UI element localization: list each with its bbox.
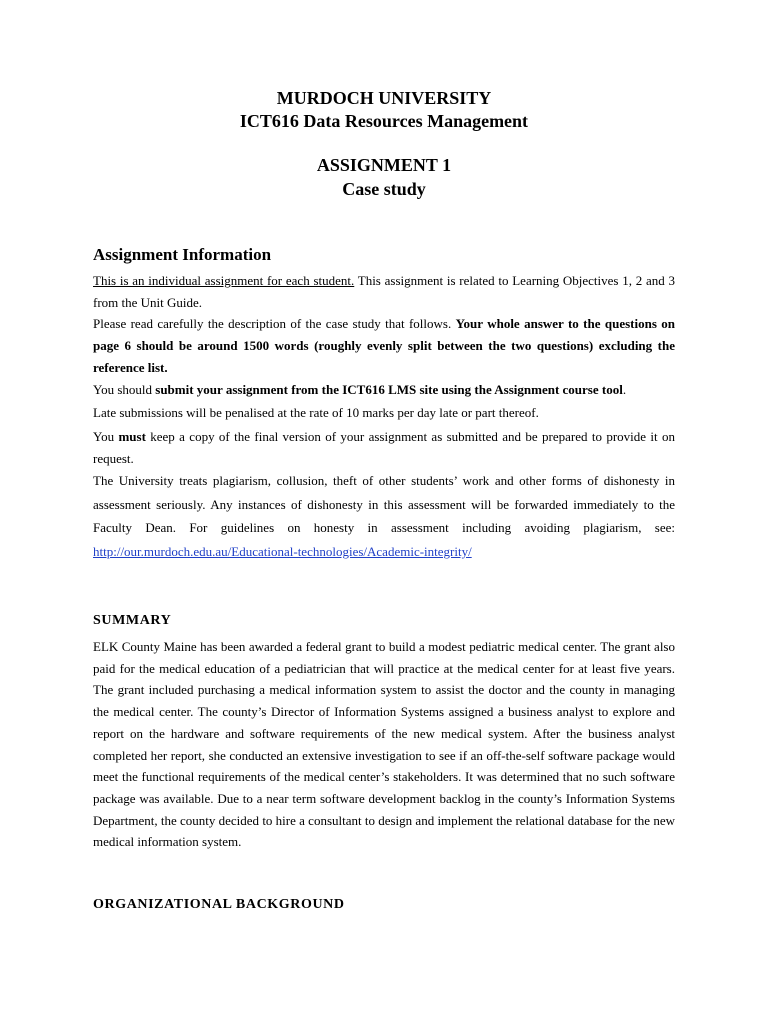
submission-intro: You should [93,381,156,397]
paragraph-individual [93,270,675,313]
paragraph-plagiarism [93,469,675,563]
word-limit-text: Your whole answer to the questions on page 6 should be around 1500 words (roughly evenly split between the two questions) excluding the reference list. [93,316,675,375]
assignment-information-heading: Assignment Information [93,245,272,264]
assignment-information-body [93,270,675,563]
paragraph-instructions [93,313,675,378]
summary-paragraph: ELK County Maine has been awarded a federal grant to build a modest pediatric medical center. The grant also paid for the medical education of a pediatrician that will practice at the medical center for at least five years. The grant included purchasing a medical information system to assist the doctor and the county in managing the medical center. The county’s Director of Information Systems assigned a business analyst to explore and report on the hardware and software requirements of the new medical system. After the business analyst completed her report, she conducted an extensive investigation to see if an off-the-self software package would meet the functional requirements of the medical center’s stakeholders. It was determined that no such software package was available. Due to a near term software development backlog in the county’s Information Systems Department, the county decided to hire a consultant to design and implement the relational database for the new medical information system. [93,639,675,850]
course-title: ICT616 Data Resources Management [239,111,529,131]
paragraph-late-penalty: Late submissions will be penalised at the rate of 10 marks per day late or part thereof. [93,405,539,421]
paragraph-keep-copy [93,426,675,469]
individual-assignment-note: This is an individual assignment for each student. [93,273,355,288]
must-emphasis: must [118,428,146,444]
assignment-subtitle: Case study [342,179,426,199]
submission-end: . [622,381,627,397]
instructions-text: Please read carefully the description of the case study that follows. [93,316,456,332]
paragraph-submission [93,379,675,401]
submission-method-text: submit your assignment from the ICT616 LMS site using the Assignment course tool [155,381,623,397]
learning-objectives-text: This assignment is related to Learning Objectives 1, 2 and 3 from the Unit Guide. [93,273,675,310]
university-title: MURDOCH UNIVERSITY [276,88,492,108]
keep-copy-text: keep a copy of the final version of your assignment as submitted and be prepared to provide it on request. [93,428,675,466]
summary-body [93,636,675,853]
academic-integrity-link[interactable]: http://our.murdoch.edu.au/Educational-technologies/Academic-integrity/ [93,543,472,559]
keep-copy-start: You [93,428,119,444]
assignment-title: ASSIGNMENT 1 [316,155,452,175]
summary-heading: SUMMARY [93,613,172,628]
plagiarism-text: The University treats plagiarism, collusion, theft of other students’ work and other forms of dishonesty in assessment seriously. Any instances of dishonesty in this assessment will be forwarded immediately to the Faculty Dean. For guidelines on honesty in assessment including avoiding plagiarism, see: [93,473,675,536]
organizational-background-heading: ORGANIZATIONAL BACKGROUND [93,897,345,912]
